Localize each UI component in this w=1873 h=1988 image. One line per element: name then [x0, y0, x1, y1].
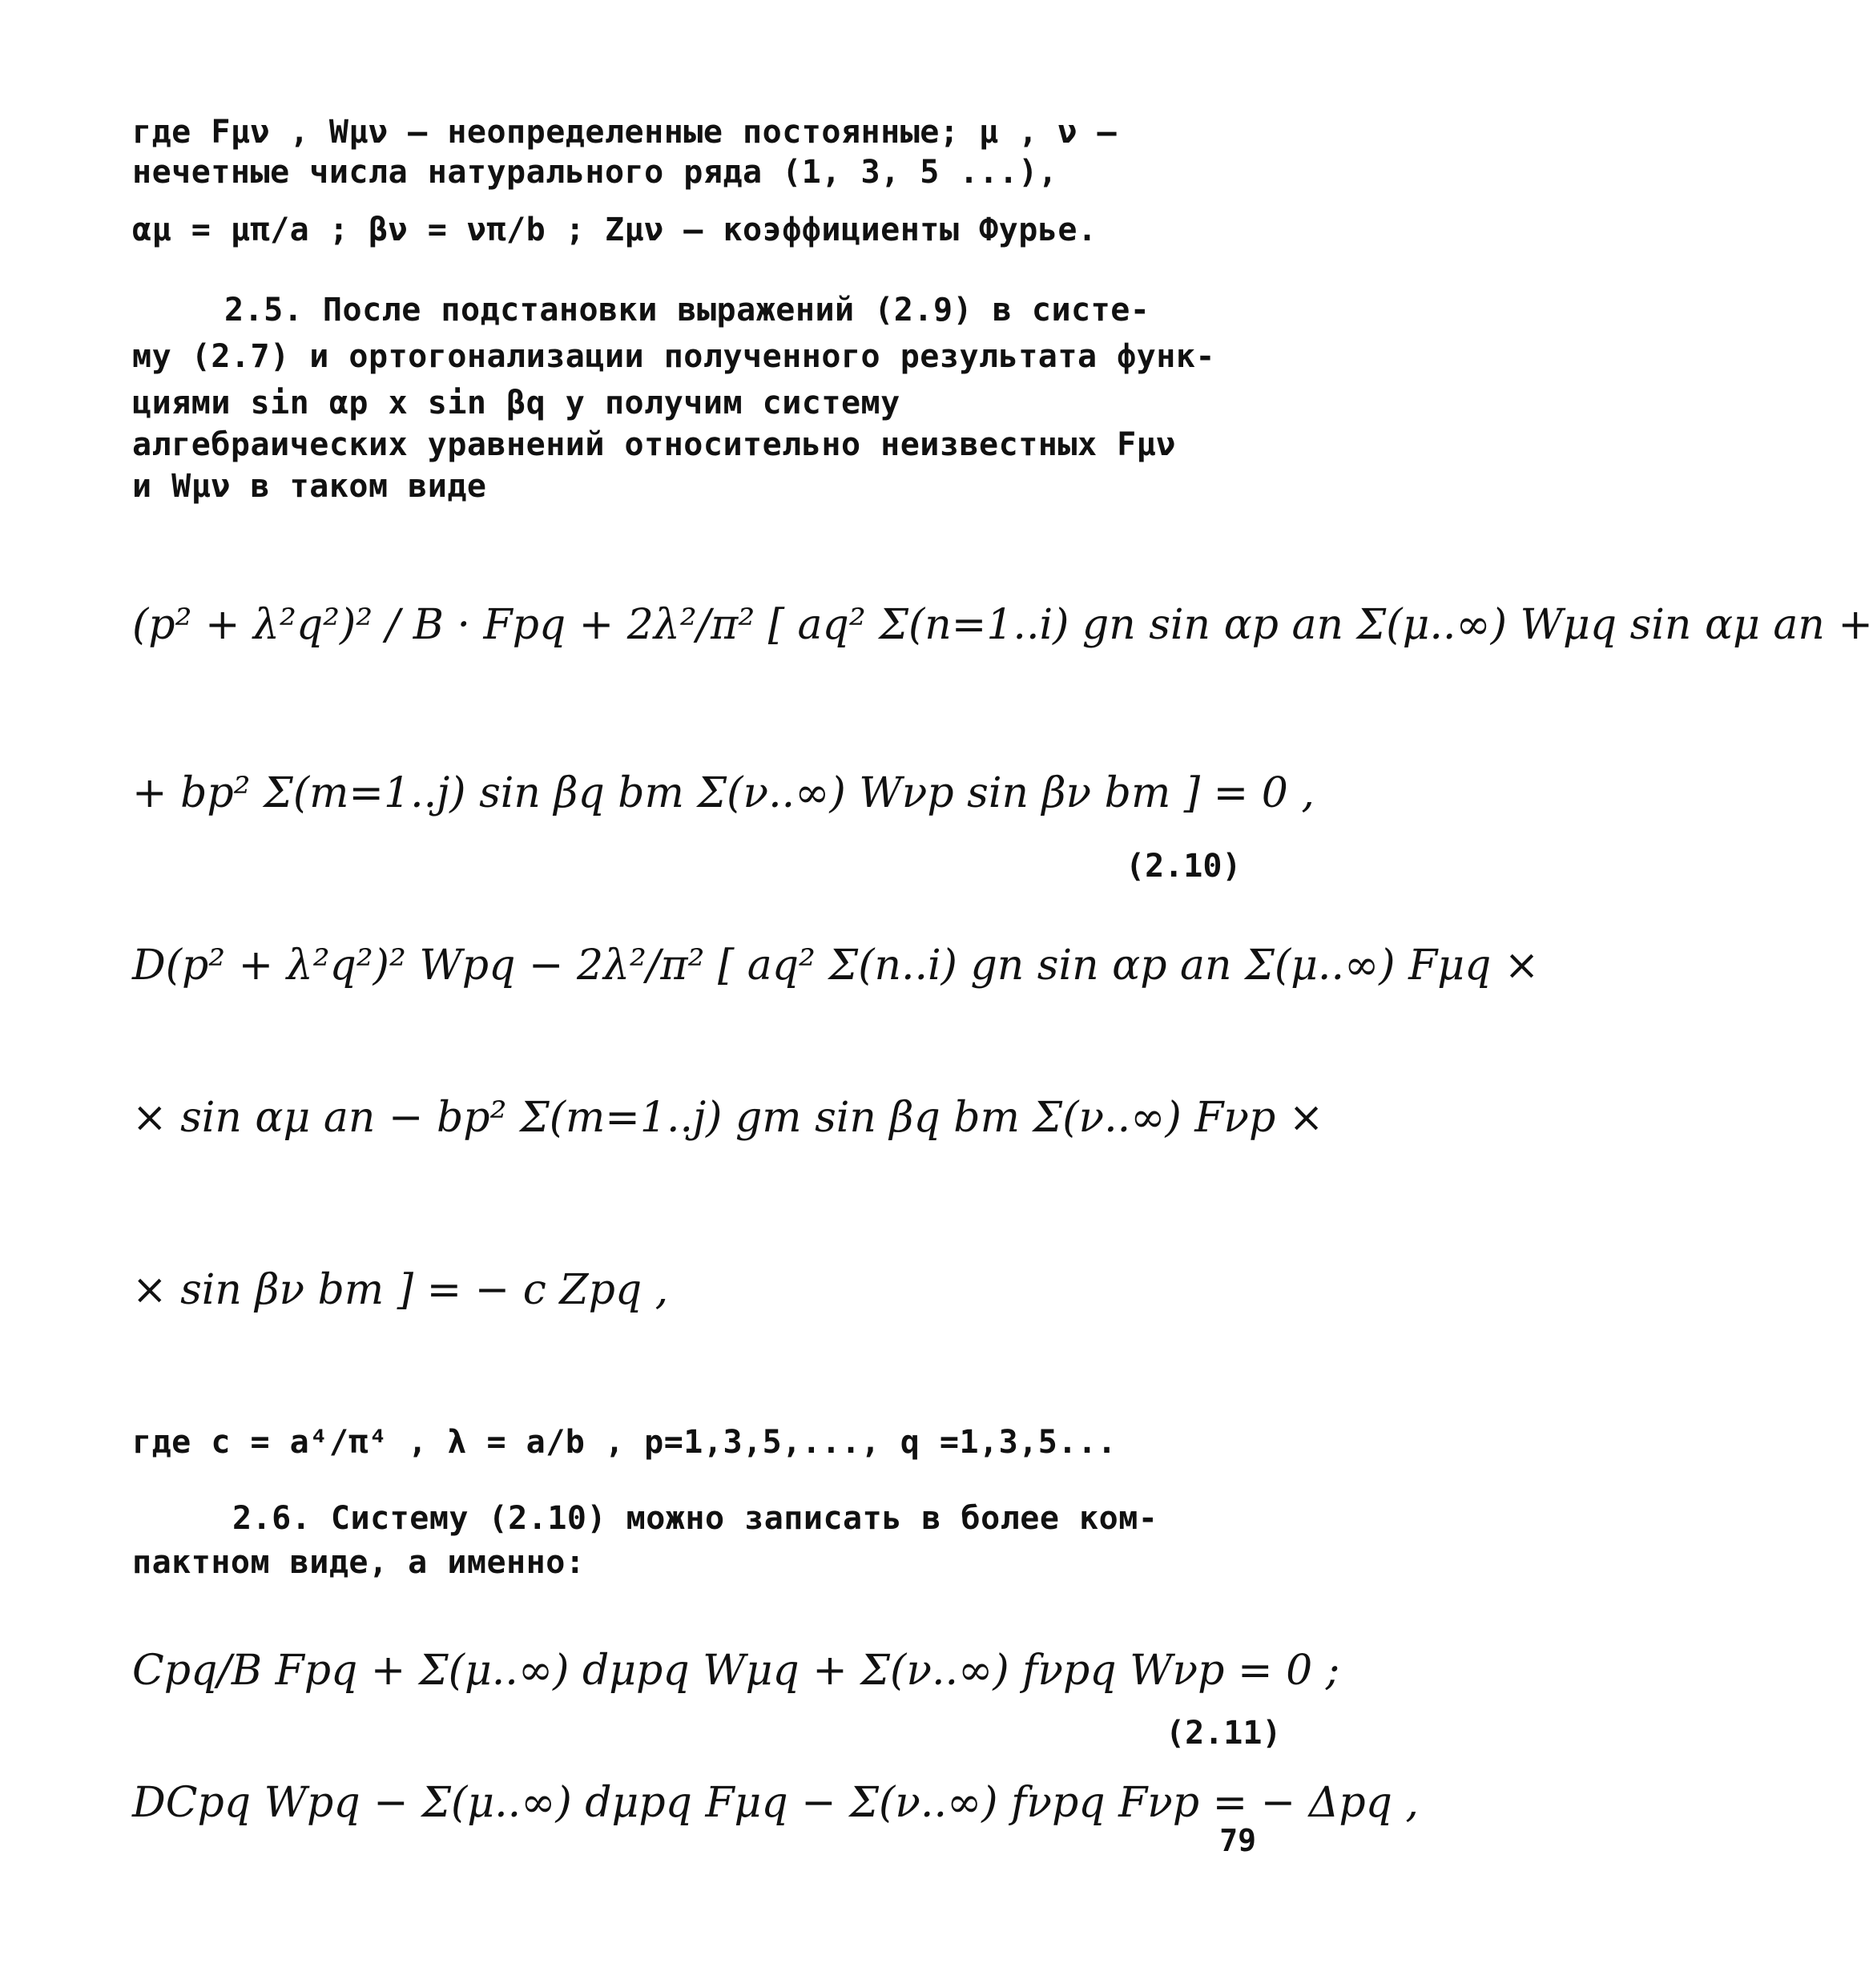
equation-number: (2.11)	[1166, 1715, 1282, 1752]
equation-row: + bp² Σ(m=1..j) sin βq bm Σ(ν..∞) Wνp sin βν bm ] = 0 ,	[132, 769, 1315, 817]
text-line: пактном виде, а именно:	[132, 1544, 586, 1581]
text-line: αμ = μπ/a ; βν = νπ/b ; Zμν – коэффициенты Фурье.	[132, 212, 1098, 248]
text-line: и Wμν в таком виде	[132, 468, 487, 505]
equation-row: DCpq Wpq − Σ(μ..∞) dμpq Fμq − Σ(ν..∞) fνpq Fνp = − Δpq ,	[132, 1779, 1419, 1827]
equation-row: × sin αμ an − bp² Σ(m=1..j) gm sin βq bm Σ(ν..∞) Fνp ×	[132, 1094, 1324, 1142]
text-line: нечетные числа натурального ряда (1, 3, 5 ...),	[132, 154, 1058, 191]
text-line: 2.5. После подстановки выражений (2.9) в систе-	[224, 292, 1150, 329]
text-line: му (2.7) и ортогонализации полученного результата функ-	[132, 338, 1216, 375]
page-number: 79	[1219, 1823, 1256, 1858]
equation-number: (2.10)	[1126, 848, 1242, 885]
text-line: где Fμν , Wμν – неопределенные постоянные; μ , ν –	[132, 114, 1118, 151]
text-line: где c = a⁴/π⁴ , λ = a/b , p=1,3,5,..., q =1,3,5...	[132, 1424, 1118, 1461]
equation-row: Cpq/B Fpq + Σ(μ..∞) dμpq Wμq + Σ(ν..∞) fνpq Wνp = 0 ;	[132, 1647, 1340, 1695]
text-line: 2.6. Систему (2.10) можно записать в более ком-	[232, 1500, 1158, 1537]
equation-row: D(p² + λ²q²)² Wpq − 2λ²/π² [ aq² Σ(n..i) gn sin αp an Σ(μ..∞) Fμq ×	[132, 942, 1540, 990]
equation-row: × sin βν bm ] = − c Zpq ,	[132, 1266, 669, 1314]
text-line: алгебраических уравнений относительно неизвестных Fμν	[132, 426, 1176, 463]
equation-row: (p² + λ²q²)² / B · Fpq + 2λ²/π² [ aq² Σ(n=1..i) gn sin αp an Σ(μ..∞) Wμq sin αμ an +	[132, 601, 1873, 649]
text-line: циями sin αp x sin βq y получим систему	[132, 385, 900, 421]
